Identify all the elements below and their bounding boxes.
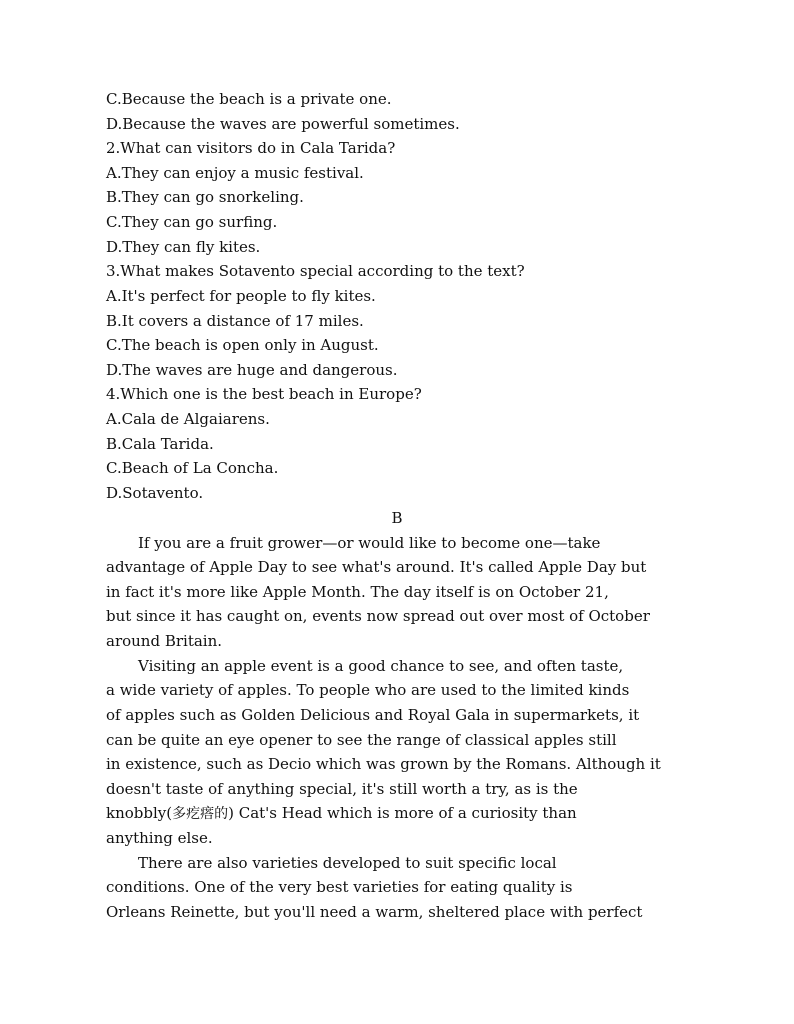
q3-option-b: B.It covers a distance of 17 miles.	[106, 312, 364, 330]
q3-stem: 3.What makes Sotavento special according to the text?	[106, 262, 525, 280]
paragraph-line: but since it has caught on, events now spread out over most of October	[106, 607, 650, 625]
q3-option-d: D.The waves are huge and dangerous.	[106, 361, 398, 379]
paragraph-line: a wide variety of apples. To people who are used to the limited kinds	[106, 681, 630, 699]
q2-option-b: B.They can go snorkeling.	[106, 188, 304, 206]
paragraph-line: Orleans Reinette, but you'll need a warm, sheltered place with perfect	[106, 903, 643, 921]
paragraph-line: anything else.	[106, 829, 213, 847]
q2-option-d: D.They can fly kites.	[106, 238, 261, 256]
q1-option-c: C.Because the beach is a private one.	[106, 90, 392, 108]
knobbly-rest: ) Cat's Head which is more of a curiosity than	[228, 804, 577, 822]
q2-option-a: A.They can enjoy a music festival.	[106, 164, 364, 182]
paragraph-line: conditions. One of the very best varieties for eating quality is	[106, 878, 573, 896]
q4-option-b: B.Cala Tarida.	[106, 435, 214, 453]
paragraph-line: If you are a fruit grower—or would like to become one—take	[138, 534, 601, 552]
paragraph-line: advantage of Apple Day to see what's around. It's called Apple Day but	[106, 558, 647, 576]
section-heading: B	[391, 509, 403, 527]
paragraph-line: of apples such as Golden Delicious and Royal Gala in supermarkets, it	[106, 706, 640, 724]
knobbly-word: knobbly(	[106, 804, 173, 822]
paragraph-line-knobbly	[106, 803, 577, 824]
paragraph-line: around Britain.	[106, 632, 223, 650]
paragraph-line: There are also varieties developed to suit specific local	[138, 854, 557, 872]
paragraph-line: doesn't taste of anything special, it's still worth a try, as is the	[106, 780, 578, 798]
q2-stem: 2.What can visitors do in Cala Tarida?	[106, 139, 396, 157]
chinese-gloss: 多疙瘩的	[172, 806, 229, 822]
paragraph-line: can be quite an eye opener to see the range of classical apples still	[106, 731, 617, 749]
q4-option-c: C.Beach of La Concha.	[106, 459, 279, 477]
q4-stem: 4.Which one is the best beach in Europe?	[106, 385, 422, 403]
q3-option-a: A.It's perfect for people to fly kites.	[106, 287, 376, 305]
q1-option-d: D.Because the waves are powerful sometimes.	[106, 115, 460, 133]
q3-option-c: C.The beach is open only in August.	[106, 336, 379, 354]
q4-option-a: A.Cala de Algaiarens.	[106, 410, 270, 428]
paragraph-line: in fact it's more like Apple Month. The day itself is on October 21,	[106, 583, 609, 601]
q4-option-d: D.Sotavento.	[106, 484, 204, 502]
q2-option-c: C.They can go surfing.	[106, 213, 278, 231]
paragraph-line: in existence, such as Decio which was grown by the Romans. Although it	[106, 755, 661, 773]
paragraph-line: Visiting an apple event is a good chance to see, and often taste,	[138, 657, 624, 675]
